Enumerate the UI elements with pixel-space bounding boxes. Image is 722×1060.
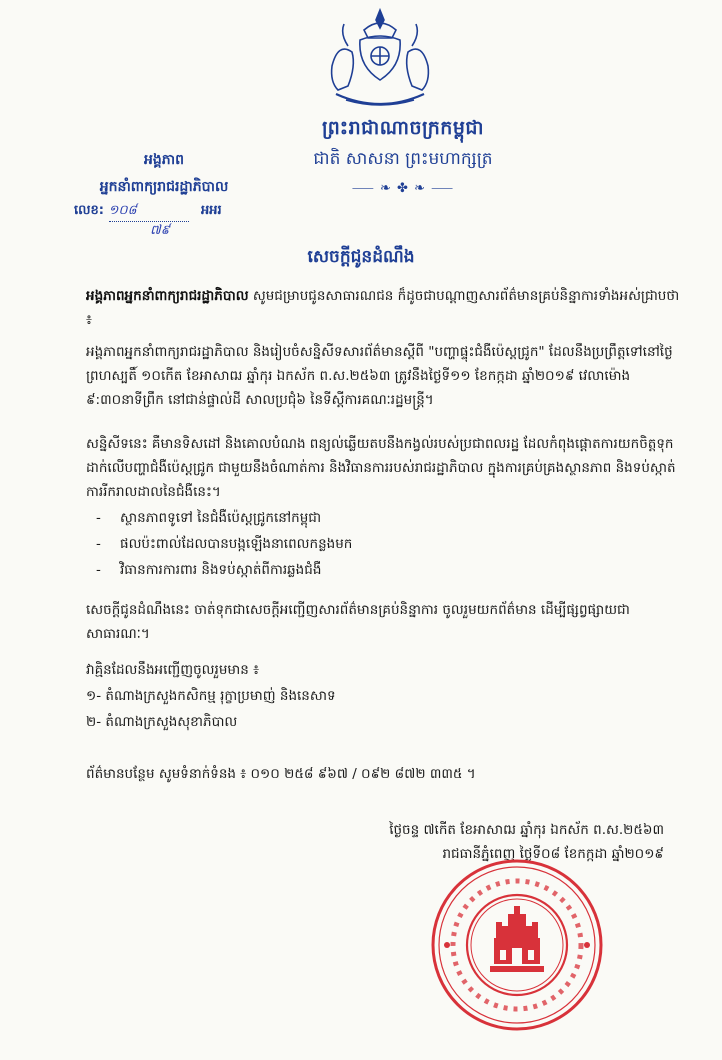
intro-rest: សូមជម្រាបជូនសាធារណជន ក៏ដូចជាបណ្តាញសារព័ត៌មានគ្រប់និន្នាការទាំងអស់ជ្រាបថា ៖ <box>86 288 680 328</box>
bullet-item: - ផលប៉ះពាល់ដែលបានបង្កឡើងនាពេលកន្លងមក <box>96 536 353 552</box>
intro-bold-subject: អង្គភាពអ្នកនាំពាក្យរាជរដ្ឋាភិបាល <box>86 288 249 304</box>
reference-suffix: អអរ <box>201 203 222 218</box>
speaker-item-2: ២- តំណាងក្រសួងសុខាភិបាល <box>86 714 238 730</box>
paragraph-2: សន្និសីទនេះ គឺមានទិសដៅ និងគោលបំណង ពន្យល់ឆ្លើយតបនឹងកង្វល់របស់ប្រជាពលរដ្ឋ ដែលកំពុងផ្តោតការយកចិត្តទុកដាក់លើបញ្ហាជំងឺប៉េស្តជ្រូក ជាមួយនឹងចំណាត់ការ និងវិធានការរបស់រាជរដ្ឋាភិបាល ក្នុងការគ្រប់គ្រងស្ថានភាព និងទប់ស្កាត់ការរីករាលដាលនៃជំងឺនេះ។ <box>86 436 676 500</box>
solar-date: រាជធានីភ្នំពេញ ថ្ងៃទី០៨ ខែកក្កដា ឆ្នាំ២០១៩ <box>442 846 664 862</box>
reference-value: ១០៨ <box>109 202 189 222</box>
bullet-item: - ស្ថានភាពទូទៅ នៃជំងឺប៉េស្តជ្រូកនៅកម្ពុជា <box>96 510 322 526</box>
issuer-line-2: អ្នកនាំពាក្យរាជរដ្ឋាភិបាល <box>99 179 229 195</box>
intro-paragraph <box>86 284 686 332</box>
reference-number <box>74 202 222 222</box>
kingdom-name: ព្រះរាជាណាចក្រកម្ពុជា <box>322 117 484 139</box>
reference-label: លេខ: <box>74 203 104 218</box>
official-seal-icon <box>428 856 606 1034</box>
national-motto: ជាតិ សាសនា ព្រះមហាក្សត្រ <box>313 149 493 169</box>
speakers-heading: វាគ្មិនដែលនឹងអញ្ជើញចូលរួមមាន ៖ <box>86 662 260 678</box>
reference-sub-number: ៧៩ <box>150 223 170 238</box>
kingdom-heading <box>258 116 548 196</box>
paragraph-3: សេចក្តីជូនដំណឹងនេះ ចាត់ទុកជាសេចក្តីអញ្ជើញសារព័ត៌មានគ្រប់និន្នាការ ចូលរួមយកព័ត៌មាន ដើម្បីផ្សព្វផ្សាយជាសាធារណៈ។ <box>86 602 630 642</box>
issuing-office <box>84 150 244 198</box>
contact-info: ព័ត៌មានបន្ថែម សូមទំនាក់ទំនង ៖ ០១០ ២៥៨ ៩៦៧ / ០៩២ ៨៧២ ៣៣៥ ។ <box>86 766 476 782</box>
document-title: សេចក្តីជូនដំណឹង <box>307 247 415 267</box>
bullet-text-3: វិធានការការពារ និងទប់ស្កាត់ពីការឆ្លងជំងឺ <box>120 562 322 578</box>
paragraph-1: អង្គភាពអ្នកនាំពាក្យរាជរដ្ឋាភិបាល និងរៀបចំសន្និសីទសារព័ត៌មានស្តីពី "បញ្ហាផ្ទុះជំងឺប៉េស្តជ្រូក" ដែលនឹងប្រព្រឹត្តទៅនៅថ្ងៃព្រហស្បតិ៍ ១០កើត ខែអាសាឍ ឆ្នាំកុរ ឯកស័ក ព.ស.២៥៦៣ ត្រូវនឹងថ្ងៃទី១១ ខែកក្កដា ឆ្នាំ២០១៩ វេលាម៉ោង ៩:៣០នាទីព្រឹក នៅជាន់ផ្ទាល់ដី សាលប្រជុំ៦ នៃទីស្តីការគណៈរដ្ឋមន្ត្រី។ <box>86 344 673 408</box>
lunar-date: ថ្ងៃចន្ទ ៧កើត ខែអាសាឍ ឆ្នាំកុរ ឯកស័ក ព.ស.២៥៦៣ <box>389 822 664 838</box>
royal-coat-of-arms-icon <box>318 6 442 116</box>
speaker-item-1: ១- តំណាងក្រសួងកសិកម្ម រុក្ខាប្រមាញ់ និងនេសាទ <box>86 688 336 704</box>
bullet-item: - វិធានការការពារ និងទប់ស្កាត់ពីការឆ្លងជំងឺ <box>96 562 322 578</box>
issuer-line-1: អង្គភាព <box>144 152 184 168</box>
ornament-divider: ⸺ ❧ ✤ ❧ ⸺ <box>351 181 455 196</box>
bullet-text-1: ស្ថានភាពទូទៅ នៃជំងឺប៉េស្តជ្រូកនៅកម្ពុជា <box>120 510 322 526</box>
bullet-text-2: ផលប៉ះពាល់ដែលបានបង្កឡើងនាពេលកន្លងមក <box>120 536 353 552</box>
